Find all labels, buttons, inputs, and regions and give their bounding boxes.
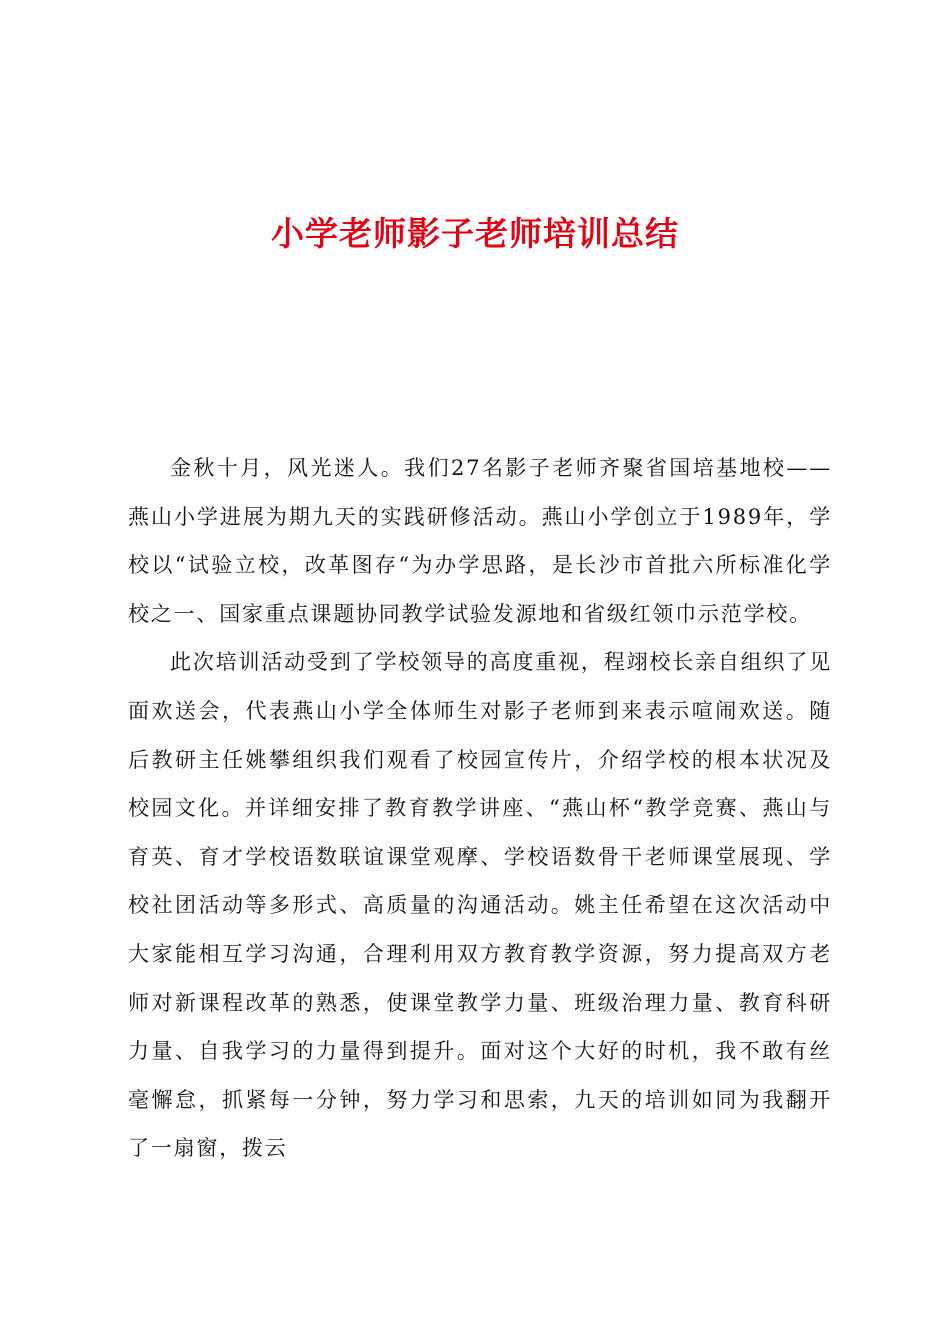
document-body [128, 444, 832, 1173]
paragraph-2: 此次培训活动受到了学校领导的高度重视，程翊校长亲自组织了见面欢送会，代表燕山小学全体师生对影子老师到来表示喧闹欢送。随后教研主任姚攀组织我们观看了校园宣传片，介绍学校的根本状况及校园文化。并详细安排了教育教学讲座、“燕山杯“教学竞赛、燕山与育英、育才学校语数联谊课堂观摩、学校语数骨干老师课堂展现、学校社团活动等多形式、高质量的沟通活动。姚主任希望在这次活动中大家能相互学习沟通，合理利用双方教育教学资源，努力提高双方老师对新课程改革的熟悉，使课堂教学力量、班级治理力量、教育科研力量、自我学习的力量得到提升。面对这个大好的时机，我不敢有丝毫懈怠，抓紧每一分钟，努力学习和思索，九天的培训如同为我翻开了一扇窗，拨云 [128, 650, 832, 1161]
document-title: 小学老师影子老师培训总结 [271, 214, 679, 253]
paragraph-1: 金秋十月，风光迷人。我们27名影子老师齐聚省国培基地校——燕山小学进展为期九天的实践研修活动。燕山小学创立于1989年，学校以“试验立校，改革图存“为办学思路，是长沙市首批六所标准化学校之一、国家重点课题协同教学试验发源地和省级红领巾示范学校。 [128, 456, 832, 626]
